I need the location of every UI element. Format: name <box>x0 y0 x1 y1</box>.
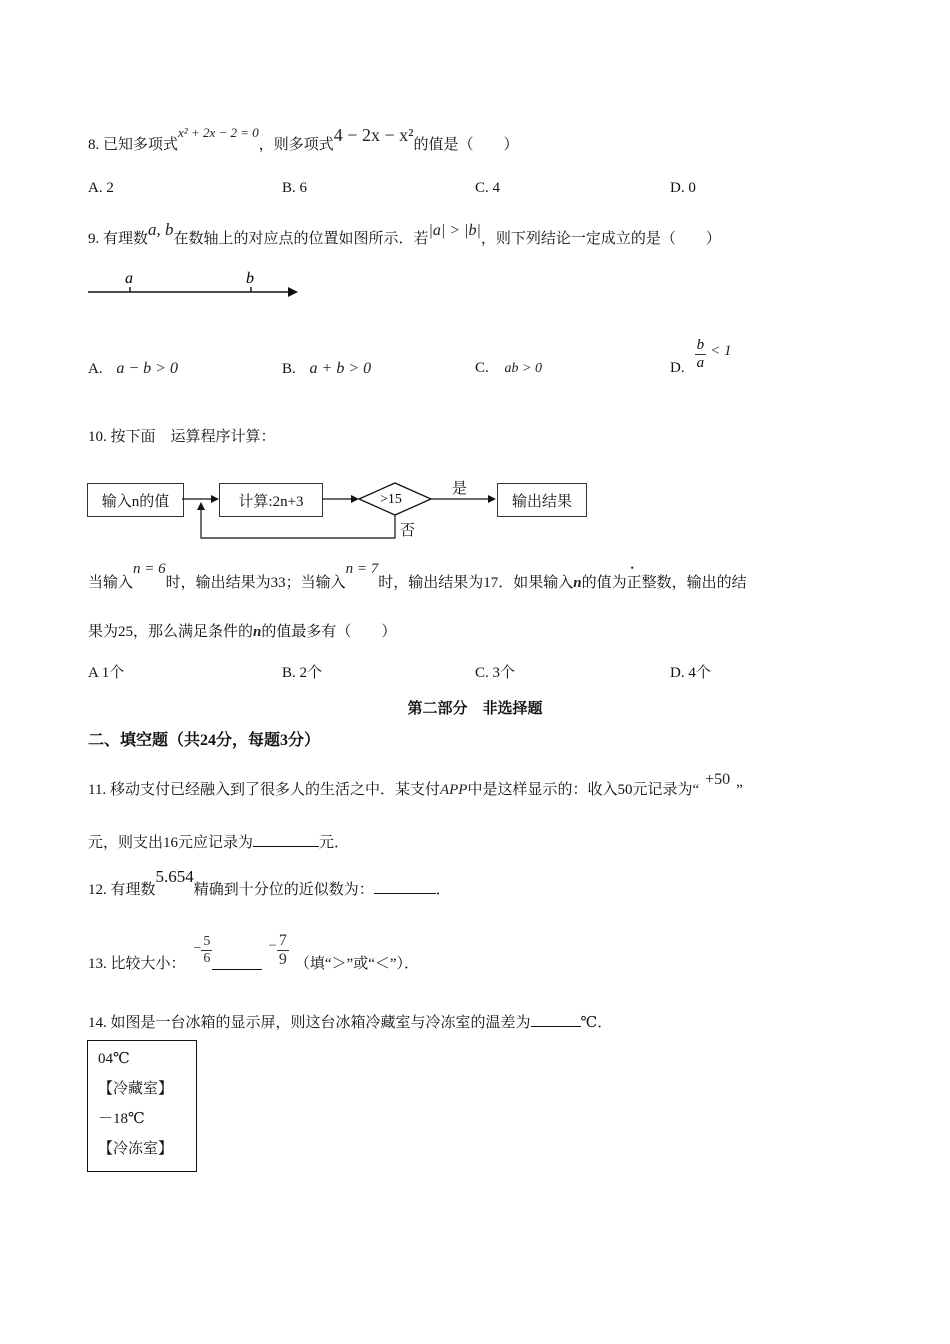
q8-option-c[interactable]: C. 4 <box>475 180 501 196</box>
q9-option-b-expr: a + b > 0 <box>309 360 372 377</box>
q10-n: n <box>253 624 262 640</box>
q11-text: 元，则支出16元应记录为 <box>88 835 254 851</box>
flow-output-box: 输出结果 <box>497 483 587 517</box>
q13-fraction2-num: 7 <box>277 932 289 951</box>
q11-app: APP <box>439 782 468 798</box>
q8-option-d[interactable]: D. 0 <box>670 180 696 196</box>
q13-stem <box>88 929 419 972</box>
q13-answer-blank[interactable] <box>212 955 262 970</box>
q9-text: 有理数 <box>103 231 149 247</box>
flow-calc-box: 计算:2n+3 <box>219 483 323 517</box>
q10-option-b[interactable]: B. 2个 <box>282 665 323 681</box>
number-line-arrow <box>288 287 298 297</box>
q10-text: 的值最多有（ ） <box>261 624 397 640</box>
q11-text: 11. 移动支付已经融入到了很多人的生活之中．某支付 <box>88 782 440 798</box>
flow-input-box: 输入n的值 <box>87 483 184 517</box>
fridge-display <box>87 1040 197 1172</box>
q9-option-d-den: a <box>696 355 705 371</box>
axis-label-b: b <box>246 270 254 287</box>
q13-fraction2-den: 9 <box>278 951 287 968</box>
q14-text: 14. 如图是一台冰箱的显示屏，则这台冰箱冷藏室与冷冻室的温差为 <box>88 1015 531 1031</box>
q9-number: 9. <box>88 231 100 247</box>
fridge-line-freezer-label: 【冷冻室】 <box>98 1141 174 1157</box>
q9-option-c-expr: ab > 0 <box>504 361 542 376</box>
q8-stem <box>88 125 519 153</box>
fridge-line-fridge-label: 【冷藏室】 <box>98 1081 174 1097</box>
q13-text: （填“＞”或“＜”）． <box>294 956 420 972</box>
q9-option-d[interactable] <box>670 332 731 377</box>
q13-fraction1-num: 5 <box>201 934 212 951</box>
q10-emphasis: 正整数 <box>626 575 672 591</box>
q9-option-d-fraction <box>695 337 707 373</box>
q8-text: 已知多项式 <box>103 137 179 153</box>
q11-line1 <box>88 771 743 798</box>
q10-line1 <box>88 561 747 591</box>
flow-arrowhead-yes <box>488 495 496 503</box>
q12-answer-blank[interactable] <box>374 879 436 894</box>
flow-yes-label: 是 <box>452 481 468 497</box>
q11-line2 <box>88 832 349 851</box>
q8-expr1: x² + 2x − 2 = 0 <box>178 125 259 140</box>
q9-option-c[interactable] <box>475 360 542 377</box>
q9-text: 在数轴上的对应点的位置如图所示．若 <box>173 231 429 247</box>
q9-option-a-label: A. <box>88 361 103 377</box>
q11-text: 元． <box>319 835 350 851</box>
flow-arrowhead-1 <box>211 495 219 503</box>
q13-text: 13. 比较大小： <box>88 956 186 972</box>
q11-answer-blank[interactable] <box>253 832 319 847</box>
q9-vars: a, b <box>148 220 174 239</box>
q12-stem <box>88 867 451 898</box>
q10-text: 按下面 运算程序计算： <box>110 429 276 445</box>
q10-n6: n = 6 <box>133 561 166 577</box>
q9-option-d-tail: < 1 <box>710 343 732 359</box>
section-heading: 二、填空题（共24分，每题3分） <box>88 732 321 749</box>
q10-option-a[interactable]: A 1个 <box>88 665 125 681</box>
axis-label-a: a <box>125 270 133 287</box>
q13-fraction1-sign: − <box>193 940 202 956</box>
q12-text: 精确到十分位的近似数为： <box>193 882 374 898</box>
q14-text: ℃． <box>580 1015 613 1031</box>
q14-stem <box>88 1012 612 1031</box>
q9-option-b[interactable] <box>282 360 371 378</box>
q12-text: ． <box>435 882 451 898</box>
q9-option-a[interactable] <box>88 360 178 378</box>
fridge-line-freezer-temp: －18℃ <box>98 1111 145 1127</box>
q11-text: 中是这样显示的：收入50元记录为“ <box>467 782 700 798</box>
q14-answer-blank[interactable] <box>531 1012 581 1027</box>
q8-text: 的值是（ ） <box>413 137 519 153</box>
flow-arrow-no <box>201 506 395 538</box>
q10-number: 10. <box>88 429 107 445</box>
q9-option-d-num: b <box>695 337 707 355</box>
q12-number: 5.654 <box>155 867 194 886</box>
q9-stem <box>88 220 721 247</box>
q13-fraction1 <box>201 934 212 967</box>
q10-text: 当输入 <box>88 575 134 591</box>
q9-option-a-expr: a − b > 0 <box>116 360 178 377</box>
q8-option-a[interactable]: A. 2 <box>88 180 114 196</box>
q13-fraction2 <box>277 932 289 970</box>
part2-title: 第二部分 非选择题 <box>407 701 543 717</box>
q11-value: +50 <box>705 771 731 788</box>
flow-no-label: 否 <box>400 523 416 539</box>
q11-text: ” <box>736 782 743 798</box>
q10-stem <box>88 430 276 445</box>
q10-text: 时，输出结果为17．如果输入 <box>378 575 574 591</box>
q10-text: ，输出的结 <box>671 575 747 591</box>
q10-text: 的值为 <box>581 575 627 591</box>
q13-fraction2-sign: − <box>268 938 277 954</box>
q10-n7: n = 7 <box>345 561 379 577</box>
q9-option-c-label: C. <box>475 360 489 376</box>
q9-cond: |a| > |b| <box>428 222 481 239</box>
flow-decision-label: >15 <box>380 492 402 507</box>
q9-text: ，则下列结论一定成立的是（ ） <box>480 231 721 247</box>
q10-line2 <box>88 625 396 640</box>
q10-option-d[interactable]: D. 4个 <box>670 665 711 681</box>
q8-option-b[interactable]: B. 6 <box>282 180 308 196</box>
q10-text: 果为25，那么满足条件的 <box>88 624 254 640</box>
q10-option-c[interactable]: C. 3个 <box>475 665 516 681</box>
q8-expr2: 4 − 2x − x² <box>333 125 414 145</box>
q9-option-b-label: B. <box>282 361 296 377</box>
number-line-figure <box>86 268 306 300</box>
fridge-line-fridge-temp: 04℃ <box>98 1051 130 1067</box>
q8-text: ，则多项式 <box>258 137 334 153</box>
q10-n: n <box>573 575 582 591</box>
q9-option-d-label: D. <box>670 360 685 376</box>
q10-text: 时，输出结果为33；当输入 <box>165 575 346 591</box>
q8-number: 8. <box>88 137 100 153</box>
flow-arrowhead-no <box>197 502 205 510</box>
q12-text: 12. 有理数 <box>88 882 156 898</box>
q13-fraction1-den: 6 <box>203 951 211 966</box>
